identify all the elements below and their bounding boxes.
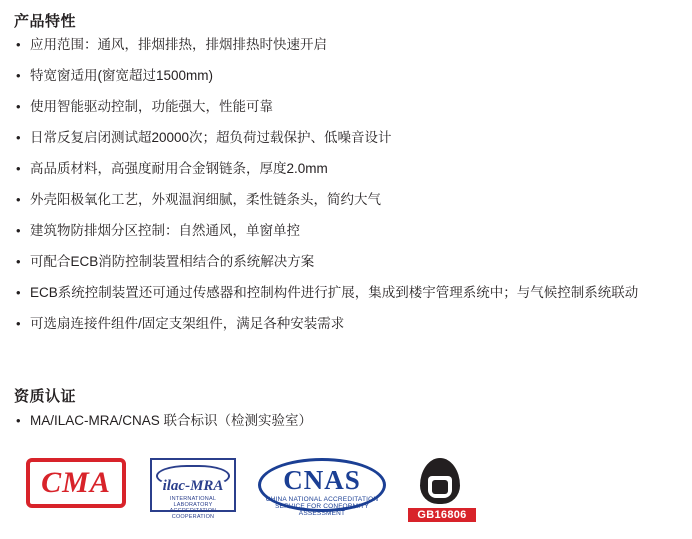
list-item-text: 可配合ECB消防控制装置相结合的系统解决方案 [30, 254, 315, 269]
ilac-logo-subtext: INTERNATIONAL LABORATORY ACCREDITATION COOPERATION [169, 496, 217, 520]
cma-logo-icon [26, 458, 130, 510]
flame-icon-inner [428, 476, 452, 498]
list-item-text: 可选扇连接件组件/固定支架组件，满足各种安装需求 [30, 316, 345, 331]
features-section-title: 产品特性 [14, 13, 77, 30]
list-item [14, 253, 674, 270]
list-item-text: MA/ILAC-MRA/CNAS 联合标识（检测实验室） [30, 413, 313, 428]
cnas-logo-icon [258, 458, 388, 517]
list-item [14, 222, 674, 239]
ilac-logo-text: ilac-MRA [162, 478, 224, 494]
list-item-text: 特宽窗适用(窗宽超过1500mm) [30, 68, 214, 83]
fire-standard-code: GB16806 [408, 508, 476, 522]
list-item-text: 建筑物防排烟分区控制：自然通风，单窗单控 [30, 223, 300, 238]
bullet-marker: • [16, 192, 21, 207]
certification-list [14, 412, 674, 429]
list-item [14, 315, 674, 332]
list-item-text: 使用智能驱动控制，功能强大，性能可靠 [30, 99, 273, 114]
bullet-marker: • [16, 316, 21, 331]
bullet-marker: • [16, 68, 21, 83]
bullet-marker: • [16, 285, 21, 300]
certification-section-title: 资质认证 [14, 388, 77, 405]
list-item-text: 高品质材料，高强度耐用合金钢链条，厚度2.0mm [30, 161, 328, 176]
list-item-text: 应用范围：通风，排烟排热，排烟排热时快速开启 [30, 37, 327, 52]
list-item [14, 191, 674, 208]
bullet-marker: • [16, 254, 21, 269]
cnas-logo-text: CNAS [283, 465, 361, 495]
bullet-marker: • [16, 99, 21, 114]
list-item [14, 284, 674, 301]
fire-certification-logo-icon [408, 458, 478, 528]
list-item [14, 98, 674, 115]
ilac-mra-logo-icon [150, 458, 238, 520]
bullet-marker: • [16, 161, 21, 176]
certification-logos [26, 458, 666, 528]
list-item [14, 160, 674, 177]
cma-logo-text: CMA [41, 466, 111, 499]
features-list [14, 36, 674, 346]
bullet-marker: • [16, 37, 21, 52]
list-item [14, 67, 674, 84]
list-item [14, 36, 674, 53]
list-item-text: ECB系统控制装置还可通过传感器和控制构件进行扩展，集成到楼宇管理系统中；与气候控制系统联动 [30, 285, 639, 300]
bullet-marker: • [16, 413, 21, 428]
list-item-text: 外壳阳极氧化工艺，外观温润细腻，柔性链条头，简约大气 [30, 192, 381, 207]
bullet-marker: • [16, 223, 21, 238]
bullet-marker: • [16, 130, 21, 145]
list-item [14, 129, 674, 146]
cnas-logo-subtext: CHINA NATIONAL ACCREDITATION SERVICE FOR CONFORMITY ASSESSMENT [265, 496, 379, 517]
list-item [14, 412, 674, 429]
list-item-text: 日常反复启闭测试超20000次；超负荷过载保护、低噪音设计 [30, 130, 392, 145]
